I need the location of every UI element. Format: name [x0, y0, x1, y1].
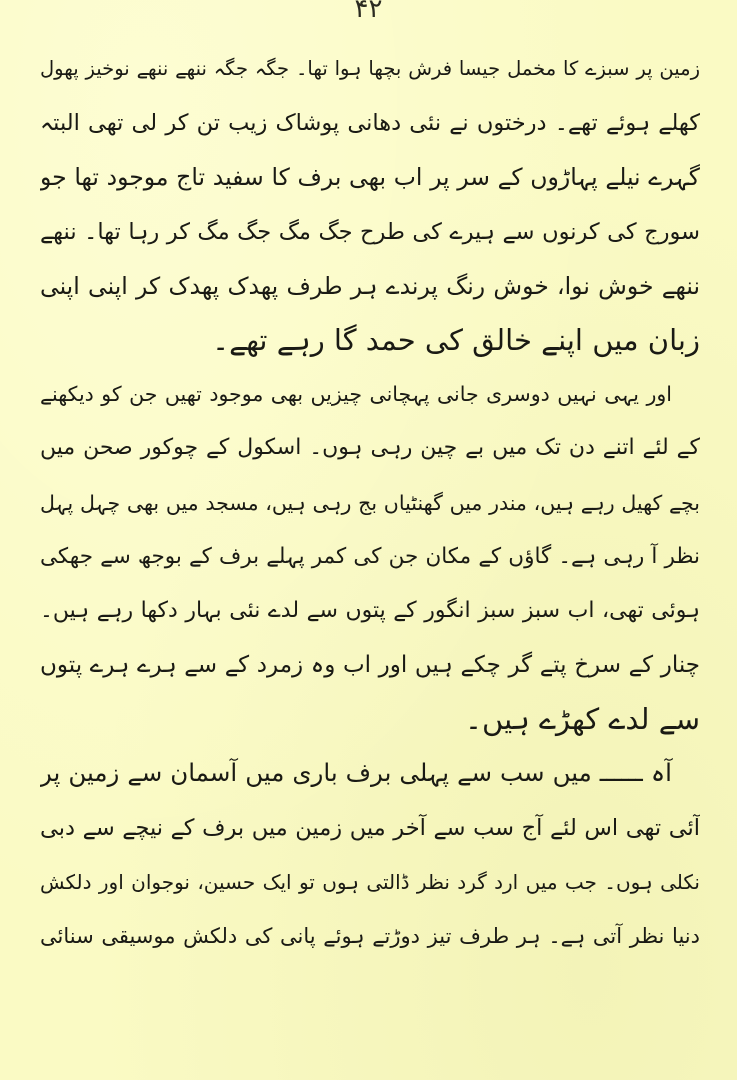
text-line: نکلی ہوں۔ جب میں ارد گرد نظر ڈالتی ہوں تو ایک حسین، نوجوان اور دلکش	[40, 869, 700, 894]
text-line: بچے کھیل رہے ہیں، مندر میں گھنٹیاں بج رہی ہیں، مسجد میں بھی چہل پہل	[40, 490, 700, 515]
text-line: ننھے خوش نوا، خوش رنگ پرندے ہر طرف پھدک پھدک کر اپنی اپنی	[40, 271, 700, 300]
text-line: آہ ــــــ میں سب سے پہلی برف باری میں آسمان سے زمین پر	[40, 758, 672, 788]
paragraph-3	[40, 746, 700, 963]
text-line: دنیا نظر آتی ہے۔ ہر طرف تیز دوڑتے ہوئے پانی کی دلکش موسیقی سنائی	[40, 924, 700, 948]
text-line: کھلے ہوئے تھے۔ درختوں نے نئی دھانی پوشاک زیب تن کر لی تھی البتہ	[40, 110, 700, 137]
text-line: سے لدے کھڑے ہیں۔	[465, 702, 700, 737]
text-line: کے لئے اتنے دن تک میں بے چین رہی ہوں۔ اسکول کے چوکور صحن میں	[40, 435, 700, 461]
paragraph-2	[40, 367, 700, 746]
text-line: زبان میں اپنے خالق کی حمد گا رہے تھے۔	[212, 322, 700, 357]
paragraph-1	[40, 42, 700, 367]
text-line: سورج کی کرنوں سے ہیرے کی طرح جگ مگ جگ مگ کر رہا تھا۔ ننھے	[40, 218, 700, 245]
text-line: نظر آ رہی ہے۔ گاؤں کے مکان جن کی کمر پہلے برف کے بوجھ سے جھکی	[40, 543, 700, 569]
page-number: ۴۲	[354, 0, 383, 24]
text-line: اور یہی نہیں دوسری جانی پہچانی چیزیں بھی موجود تھیں جن کو دیکھنے	[40, 382, 672, 407]
text-line: زمین پر سبزے کا مخمل جیسا فرش بچھا ہوا تھا۔ جگہ جگہ ننھے ننھے نوخیز پھول	[40, 57, 700, 80]
text-line: گہرے نیلے پہاڑوں کے سر پر اب بھی برف کا سفید تاج موجود تھا جو	[40, 163, 700, 192]
text-line: چنار کے سرخ پتے گر چکے ہیں اور اب وہ زمرد کے سے ہرے ہرے پتوں	[40, 652, 700, 679]
text-line: ہوئی تھی، اب سبز سبز انگور کے پتوں سے لدے نئی بہار دکھا رہے ہیں۔	[40, 597, 700, 623]
body-text	[40, 42, 700, 963]
text-line: آئی تھی اس لئے آج سب سے آخر میں زمین میں برف کے نیچے سے دبی	[40, 814, 700, 841]
